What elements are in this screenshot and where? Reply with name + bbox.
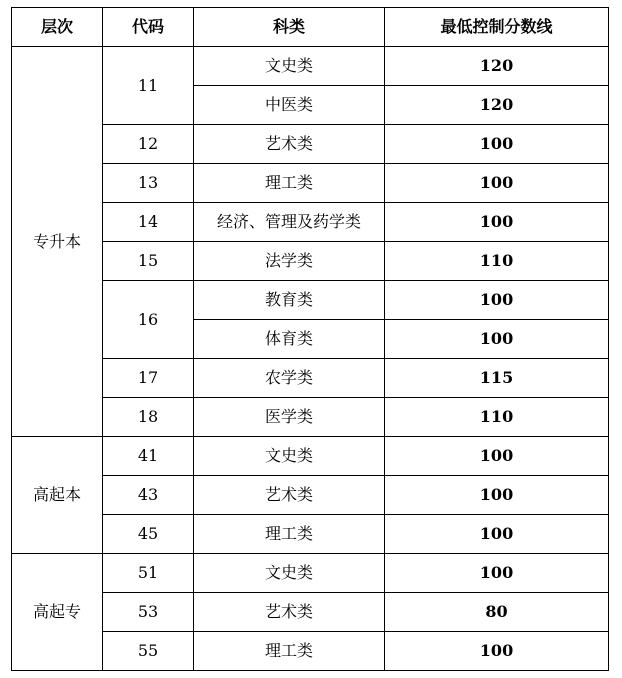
code-cell: 11 — [103, 47, 194, 125]
code-cell: 51 — [103, 554, 194, 593]
table-row — [12, 47, 609, 86]
score-cell: 110 — [385, 398, 609, 437]
header-code: 代码 — [103, 8, 194, 47]
table-row — [12, 554, 609, 593]
code-cell: 16 — [103, 281, 194, 359]
subject-cell: 教育类 — [194, 281, 385, 320]
score-cell: 100 — [385, 125, 609, 164]
score-cell: 100 — [385, 437, 609, 476]
code-cell: 17 — [103, 359, 194, 398]
subject-cell: 理工类 — [194, 632, 385, 671]
score-table — [11, 7, 609, 671]
score-cell: 100 — [385, 281, 609, 320]
score-cell: 110 — [385, 242, 609, 281]
subject-cell: 理工类 — [194, 164, 385, 203]
score-cell: 120 — [385, 86, 609, 125]
code-cell: 41 — [103, 437, 194, 476]
score-cell: 100 — [385, 203, 609, 242]
code-cell: 14 — [103, 203, 194, 242]
subject-cell: 艺术类 — [194, 593, 385, 632]
score-cell: 100 — [385, 164, 609, 203]
score-cell: 120 — [385, 47, 609, 86]
subject-cell: 中医类 — [194, 86, 385, 125]
score-cell: 80 — [385, 593, 609, 632]
code-cell: 12 — [103, 125, 194, 164]
score-cell: 100 — [385, 515, 609, 554]
subject-cell: 农学类 — [194, 359, 385, 398]
subject-cell: 文史类 — [194, 47, 385, 86]
score-cell: 100 — [385, 320, 609, 359]
code-cell: 15 — [103, 242, 194, 281]
subject-cell: 理工类 — [194, 515, 385, 554]
header-level: 层次 — [12, 8, 103, 47]
level-cell: 高起本 — [12, 437, 103, 554]
table-body — [12, 47, 609, 671]
subject-cell: 文史类 — [194, 554, 385, 593]
subject-cell: 法学类 — [194, 242, 385, 281]
code-cell: 55 — [103, 632, 194, 671]
score-cell: 100 — [385, 632, 609, 671]
code-cell: 13 — [103, 164, 194, 203]
score-cell: 115 — [385, 359, 609, 398]
code-cell: 53 — [103, 593, 194, 632]
header-row — [12, 8, 609, 47]
level-cell: 高起专 — [12, 554, 103, 671]
subject-cell: 艺术类 — [194, 476, 385, 515]
table-row — [12, 437, 609, 476]
subject-cell: 医学类 — [194, 398, 385, 437]
code-cell: 43 — [103, 476, 194, 515]
subject-cell: 经济、管理及药学类 — [194, 203, 385, 242]
subject-cell: 文史类 — [194, 437, 385, 476]
level-cell: 专升本 — [12, 47, 103, 437]
code-cell: 18 — [103, 398, 194, 437]
header-subject: 科类 — [194, 8, 385, 47]
score-cell: 100 — [385, 476, 609, 515]
subject-cell: 体育类 — [194, 320, 385, 359]
subject-cell: 艺术类 — [194, 125, 385, 164]
header-score: 最低控制分数线 — [385, 8, 609, 47]
score-cell: 100 — [385, 554, 609, 593]
code-cell: 45 — [103, 515, 194, 554]
